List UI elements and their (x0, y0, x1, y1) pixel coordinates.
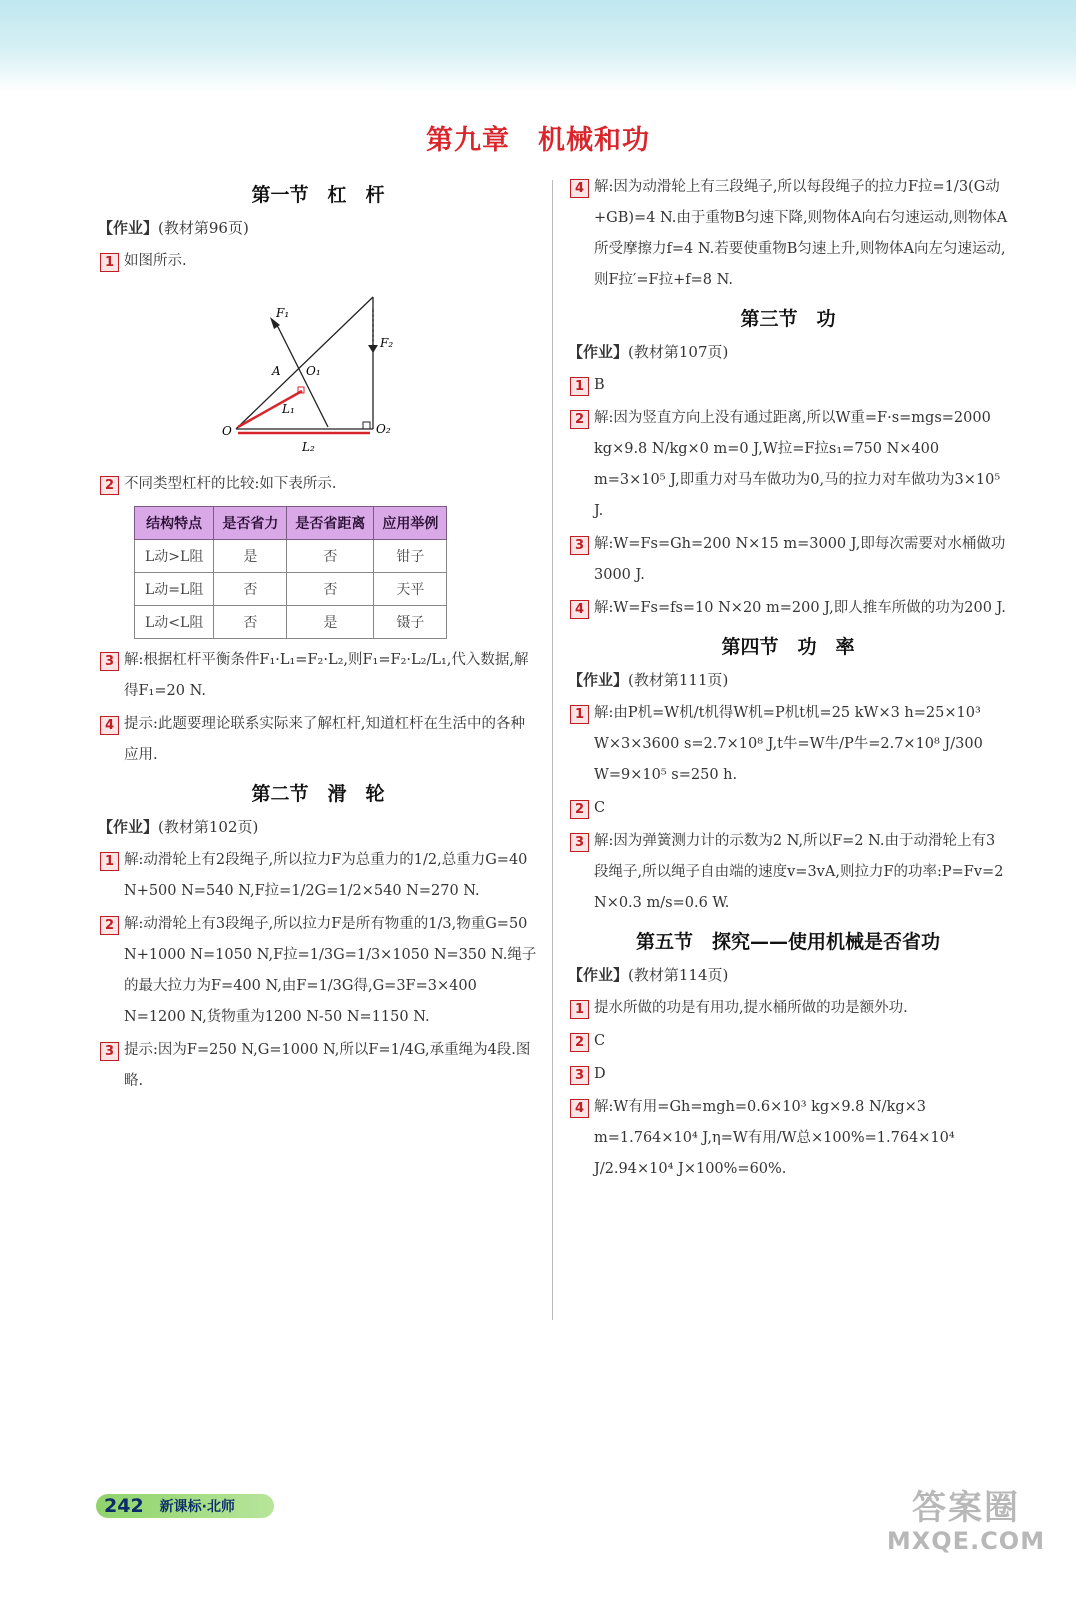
table-cell: 是 (214, 540, 287, 573)
section-title-5: 第五节 探究——使用机械是否省功 (635, 931, 940, 953)
answer-s2-q4 (568, 172, 1008, 296)
table-cell: 否 (214, 573, 287, 606)
answer-s2-q3 (98, 1035, 538, 1097)
watermark-url: MXQE.COM (886, 1527, 1046, 1555)
answer-text: B (594, 377, 605, 393)
answer-text: 解:根据杠杆平衡条件F₁·L₁=F₂·L₂,则F₁=F₂·L₂/L₁,代入数据,解得F₁=20 N. (124, 652, 529, 699)
answer-text: C (594, 800, 606, 816)
answer-s2-q1 (98, 845, 538, 907)
answer-s3-q1 (568, 370, 1008, 401)
answer-s3-q2 (568, 403, 1008, 527)
label-O1: O₁ (306, 364, 321, 378)
section-title-2: 第二节 滑 轮 (251, 783, 385, 805)
answer-s1-q1 (98, 246, 538, 277)
column-divider (552, 180, 553, 1320)
table-cell: 是 (287, 606, 374, 639)
number-badge: 4 (570, 179, 589, 198)
table-cell: 否 (214, 606, 287, 639)
textbook-ref: (教材第111页) (628, 671, 729, 689)
answer-text: 解:由P机=W机/t机得W机=P机t机=25 kW×3 h=25×10³ W×3×3600 s=2.7×10⁸ J,t牛=W牛/P牛=2.7×10⁸ J/300 W=9×10⁵ s=250 h. (594, 705, 983, 783)
homework-tag-2 (98, 816, 538, 837)
number-badge: 2 (570, 410, 589, 429)
homework-tag-3 (568, 341, 1008, 362)
table-cell: 否 (287, 540, 374, 573)
table-header: 应用举例 (374, 507, 447, 540)
homework-label: 【作业】 (568, 966, 629, 984)
answer-s1-q2 (98, 469, 538, 500)
number-badge: 3 (570, 833, 589, 852)
homework-tag-4 (568, 669, 1008, 690)
textbook-ref: (教材第102页) (158, 818, 259, 836)
homework-label: 【作业】 (98, 219, 159, 237)
answer-text: 如图所示. (124, 253, 187, 269)
section-title-4: 第四节 功 率 (721, 636, 855, 658)
number-badge: 1 (570, 377, 589, 396)
table-cell: L动=L阻 (135, 573, 214, 606)
answer-text: 解:W=Fs=fs=10 N×20 m=200 J,即人推车所做的功为200 J. (594, 600, 1006, 616)
answer-s5-q1 (568, 993, 1008, 1024)
answer-s5-q3 (568, 1059, 1008, 1090)
label-L1: L₁ (282, 402, 295, 416)
table-cell: 钳子 (374, 540, 447, 573)
chapter-title: 第九章 机械和功 (426, 125, 650, 156)
textbook-ref: (教材第96页) (158, 219, 249, 237)
number-badge: 4 (100, 716, 119, 735)
answer-s5-q4 (568, 1092, 1008, 1185)
label-O2: O₂ (376, 422, 391, 436)
table-header: 是否省力 (214, 507, 287, 540)
answer-s3-q4 (568, 593, 1008, 624)
answer-s4-q2 (568, 793, 1008, 824)
label-F2: F₂ (380, 336, 394, 350)
table-row (135, 540, 447, 573)
section-title-3: 第三节 功 (740, 308, 836, 330)
lever-diagram (218, 287, 418, 457)
answer-text: 解:因为竖直方向上没有通过距离,所以W重=F·s=mgs=2000 kg×9.8 N/kg×0 m=0 J,W拉=F拉s₁=750 N×400 m=3×10⁵ J,即重力对马车做功为0,马的拉力对车做功为3×10⁵ J. (594, 410, 1001, 519)
answer-s1-q4 (98, 709, 538, 771)
table-row (135, 606, 447, 639)
homework-tag-1 (98, 217, 538, 238)
number-badge: 2 (100, 476, 119, 495)
homework-label: 【作业】 (98, 818, 159, 836)
number-badge: 1 (100, 852, 119, 871)
answer-s2-q2 (98, 909, 538, 1033)
number-badge: 1 (570, 705, 589, 724)
number-badge: 2 (570, 1033, 589, 1052)
table-header: 结构特点 (135, 507, 214, 540)
number-badge: 1 (570, 1000, 589, 1019)
answer-s5-q2 (568, 1026, 1008, 1057)
answer-text: 解:动滑轮上有2段绳子,所以拉力F为总重力的1/2,总重力G=40 N+500 N=540 N,F拉=1/2G=1/2×540 N=270 N. (124, 852, 528, 899)
top-decorative-band (0, 0, 1076, 92)
lever-comparison-table (134, 506, 447, 639)
answer-text: 提水所做的功是有用功,提水桶所做的功是额外功. (594, 1000, 908, 1016)
watermark-logo-text: 答案圈 (912, 1488, 1020, 1528)
homework-label: 【作业】 (568, 671, 629, 689)
table-row (135, 573, 447, 606)
answer-text: 提示:因为F=250 N,G=1000 N,所以F=1/4G,承重绳为4段.图略. (124, 1042, 531, 1089)
answer-text: 解:W=Fs=Gh=200 N×15 m=3000 J,即每次需要对水桶做功3000 J. (594, 536, 1006, 583)
table-cell: L动>L阻 (135, 540, 214, 573)
label-A: A (272, 364, 281, 378)
number-badge: 3 (100, 1042, 119, 1061)
table-header: 是否省距离 (287, 507, 374, 540)
answer-s1-q3 (98, 645, 538, 707)
number-badge: 3 (570, 1066, 589, 1085)
number-badge: 2 (100, 916, 119, 935)
answer-text: 提示:此题要理论联系实际来了解杠杆,知道杠杆在生活中的各种应用. (124, 716, 525, 763)
textbook-ref: (教材第114页) (628, 966, 729, 984)
number-badge: 3 (100, 652, 119, 671)
number-badge: 3 (570, 536, 589, 555)
right-column (568, 172, 1008, 1187)
answer-s4-q1 (568, 698, 1008, 791)
page-number: 242 (104, 1495, 144, 1517)
table-cell: 镊子 (374, 606, 447, 639)
answer-text: 解:因为弹簧测力计的示数为2 N,所以F=2 N.由于动滑轮上有3段绳子,所以绳子自由端的速度v=3vA,则拉力F的功率:P=Fv=2 N×0.3 m/s=0.6 W. (594, 833, 1004, 911)
answer-text: 解:因为动滑轮上有三段绳子,所以每段绳子的拉力F拉=1/3(G动+GB)=4 N.由于重物B匀速下降,则物体A向右匀速运动,则物体A所受摩擦力f=4 N.若要使重物B匀速上升,则物体A向左匀速运动,则F拉′=F拉+f=8 N. (594, 179, 1008, 288)
textbook-ref: (教材第107页) (628, 343, 729, 361)
label-L2: L₂ (302, 440, 315, 454)
answer-s4-q3 (568, 826, 1008, 919)
label-F1: F₁ (276, 306, 290, 320)
answer-text: D (594, 1066, 606, 1082)
label-O: O (222, 424, 232, 438)
section-title-1: 第一节 杠 杆 (251, 184, 385, 206)
table-header-row (135, 507, 447, 540)
homework-tag-5 (568, 964, 1008, 985)
homework-label: 【作业】 (568, 343, 629, 361)
table-cell: 否 (287, 573, 374, 606)
table-cell: L动<L阻 (135, 606, 214, 639)
left-column (98, 172, 538, 1099)
book-series: 新课标·北师 (159, 1499, 235, 1515)
answer-s3-q3 (568, 529, 1008, 591)
answer-text: 解:动滑轮上有3段绳子,所以拉力F是所有物重的1/3,物重G=50 N+1000 N=1050 N,F拉=1/3G=1/3×1050 N=350 N.绳子的最大拉力为F=400 N,由F=1/3G得,G=3F=3×400 N=1200 N,货物重为1200 N-50 N=1150 N. (124, 916, 537, 1025)
answer-text: 解:W有用=Gh=mgh=0.6×10³ kg×9.8 N/kg×3 m=1.764×10⁴ J,η=W有用/W总×100%=1.764×10⁴ J/2.94×10⁴ J×100%=60%. (594, 1099, 955, 1177)
number-badge: 4 (570, 600, 589, 619)
number-badge: 4 (570, 1099, 589, 1118)
answer-text: C (594, 1033, 606, 1049)
watermark (876, 1480, 1056, 1555)
table-cell: 天平 (374, 573, 447, 606)
number-badge: 2 (570, 800, 589, 819)
answer-text: 不同类型杠杆的比较:如下表所示. (124, 476, 337, 492)
number-badge: 1 (100, 253, 119, 272)
page-footer (96, 1494, 274, 1518)
